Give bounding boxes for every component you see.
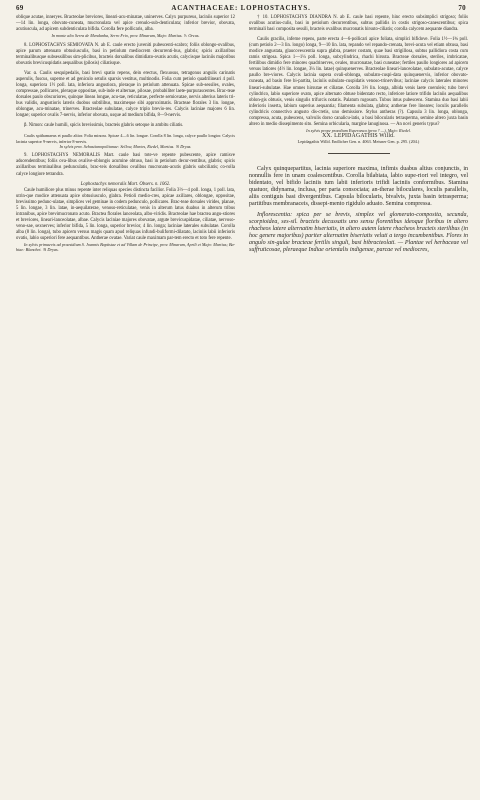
genus-reference: Lepidagathis Willd. Endlicher Gen. n. 4063. Meisner Gen. p. 295. (204.) [297, 139, 420, 145]
running-title: ACANTHACEAE: LOPHOSTACHYS. [171, 4, 311, 12]
divider [328, 153, 390, 154]
locality-note: In monte alto Serra de Mendanha, Serro Frio, prov. Minarum, Majo: Martius. ♄ Orcas. [51, 33, 200, 39]
genus-description-block [249, 166, 468, 255]
species-heading-8: 8. LOPHOSTACHYS SEMIOVATA N. ab E. caule erecto juveniti pubescenti-scabro; foliis oblongo-ovalibus, apice parum attenuato obtusiusculis, basi in petiolum mediocrem decurrenti-bus, glabris; spicis axillaribus terminalibusque subsessilibus sim-plicibus, bracteis dorsalibus dimidiato-ovatis acutis, calycisque laciniis majoribus obovatis brevicuspidatis aequalibus (pilosis) ciliatisque. [16, 42, 235, 66]
genus-description: Calyx quinquepartitus, lacinia superiore maxima, infimis duabus altius conjunctis, in nonnullis fere in unam coalescentibus. Corolla bilabiata, labio supe-riori vel integro, vel bidentato, vel bifido laciniis tum labii inferioris trifidi laciniis conformibus. Stamina quatuor, didynama, inclusa, per paria consociata; an-therae biloculares, loculis parallelis, aliis contiguis basi divergentibus. Capsula bilocularis, bivalvis, juxta basin tetrasperma; partitibus membranaceis, dissepi-mento rigidulo aduato. Semina compressa. [249, 165, 468, 207]
page-number-right: 70 [458, 4, 466, 12]
variety-beta-description: Caulis spithamaeus et paullo altior. Folia minora. Spicae 4—6 lin. longae. Corolla 8 lin. longa, calyce paullo longior. Calycis lacinia superior 9-nervis, inferior 8-nervis. [16, 133, 235, 144]
left-column [16, 15, 235, 254]
two-column-body [16, 15, 468, 254]
variety-alpha-description: Var. α. Caulis sesquipedalis, basi brevi spatio repens, dein erectus, flexuosus, tetragonus angulis carinatis asperulis, fuscus, superne et ad geniculo setulis sparsis vestitus, multinodis. Folia cum petiolo quadrilineari 4 poll. longa, superiora 1½ poll. lata, inferiora angustiora, pleraque in petiolum attenuata. Spicae sub-sessiles, ovales, compressae, pollicares, pleraque oppositae, sub-inde et alternae, pilosae, probabiliter laete-purpurascentes. Brac-teae dorsales paulo obscuriores, quinque lineas longae, acu-tae, reticulatae, perfecte semiovatae, nervis alterius lateris tri-bus validis, angustioris lateris duobus subtilibus, maximeque sibi approximatis. Bracteae florales 3 lin. longae, oblongae, acu-minatae, trinerves. Bracteolae subulatae, calyce triplo brevio-res. Calycis laciniae majores 6 lin. longae; superior ovalis 7-nervis, inferior obovata, usque ad medium bifida, 8—9-nervis. [16, 70, 235, 119]
paragraph: oblique acutae, inneryes. Bracteolae breviores, lineari-acu-minatae, uninerves. Calyx purpureus, laciniis superior 12—14 lin. longa, obovato-cuneata, mucronulata vel apice crenulo-sub-denticulata; inferior brevior, obovata, acutiuscula, ad apicem subdenticulata bifida. Corolla fere pollicaris, alba. [16, 15, 235, 33]
species-description: Caulis gracilis, inferne repens, parte erecta 4—6-pollicari apice foliata, simplici bifidove. Folia 1½—1¾ poll. (cum petiolo 2—3 lin. longo) longa, 9—10 lin. lata, repando vel repando-crenata, brevi-acuta vel etiam obtusa, basi modice angustata, glaucovescentia supra glabra, praeter costam, quae basi strigillosa, subtus pallidiora costa cum ramis strigosa. Spica 1—1¼ poll. longa, subcylindrica, rhachi hirsuta. Bracteae dorsales, steriles, imbricatae, fertilibus dimidio fere minores quadrinerves, ovales, mucronatae, basi cuneatae; fertiles paullo longiores ad apicem versus latiores (4⅔ lin. longae, 3¼ lin. latae) quinquenerves. Bracteolae lineari-lanceolatae, subulato-acutae, calyce paullo bre-viores. Calycis lacinia supera ovali-oblonga, subulato-cuspi-data quinquenervis, inferior obovato-cuneata, ad basin fere bi-partita, laciniis subulato-cuspidatis venoso-trinervibus; laciniae calycis laterales minores lineari-subulatae. Hae omnes hirsutae et ciliatae. Corolla 3⅓ lin. longa, albida venis laete coeruleis; tubo brevi cylindrico, labio superiore ovato, apice alternato obtuse bidentato recto, inferiore latiore trifido laciniis aequalibus oblon-gis obtusis, venis singulis trifurcis notatis. Palatum rugosum. Tubus intus pubescens. Stamina duo basi labii inferioris inserta, labium superius aequantia; filamenta subulata, glabra; antherae fere lineares; loculis parallelis cylindricis connectivo angusto dis-cretis, uno demissiore. Stylus antheras (?). Capsula 3 lin. longa, oblonga, compressa, acuta, pubescens, valvulis dorso canalicu-latis, a basi bilocularis tetrasperma, semine altero juxta basin altero in medio dissepimento sito. Semina orbicularia, margine lanuginosa. — An novi generis typus? [249, 37, 468, 127]
right-column [249, 15, 468, 254]
locality-note: In sylvis prope praedium Esperanca (prov.? —), Majo: Riedel. [306, 127, 411, 133]
species-description: Caule humiliore plus minus repente inter reliquas species distincta facilior. Folia 3⅔—4 poll. longa, 1 poll. lata, utrin-que modice attenuata apice obtusiusculo, glabra. Petioli medio-cres, apicae axillares, oblongae, oppositae, brevissimo pedunc-ulatae, simplices vel geminae in codem pedunculo, pollicares. Brac-teae dorsales virides, planae, 5 lin. longae, 3 lin. latae, in-aequilaterae, venoso-reticulatae, venis in alterum latus duabus in alterum tribus intranibus, apice brevimucronato acuto. Bractea florales lanceolata, albo-viridis. Bracteolae hae bractea angu-stiores et breviores, lineari-lanceolatae, albae. Calycis laciniae majores obovatae, argute brevicuspidatae, ciliatae, nervoso-veno-sae, sexnerves; inferior bifida, 5 lin. longa, superior brevior, 4 lin. longa; laciniae laterales subulatae. Corolla alba (8 lin. longa), tubo apicem versus magis quam apud reliquas infundi-buliformi-dilatato, laciniis labii inferioris ovatis, labio superiori fere aequantibus. Antherae ovatae. Variat caule maximam par-tem erecto et toto fere repente. [16, 187, 235, 241]
genus-title: XX. LEPIDAGATHIS Willd. [322, 133, 395, 140]
synonym: Lophostachys nemoralis Mart. Obsers. n. 1062. [80, 181, 171, 187]
page-number-left: 69 [16, 4, 24, 12]
species-heading-10: † 10. LOPHOSTACHYS DIANDRA N. ab E. caule basi repente, hinc erecto subsimplici strigoso; foliis ovalibus acutius-culis, basi in petiolum decurrentibus, subtus pallidis in costis strigoso-canescentibus; spica terminali basi composita sessili, bracteis ovalibus mucronatis hirsuto-ciliatis; corolla calycem aequante diandra. [249, 15, 468, 33]
variety-beta-heading: β. Nimon: caule humili, spicis brevissimis, bracteis glabris setoque in ambitu ciliatis. [24, 123, 184, 129]
locality-note: In sylvis primaevis ad praesidium S. Joannis Baptistae et ad Villam de Principe, prov. Minarum, Aprili et Majo: Martius; Ba-hiae: Blanchet. ♃ Dryas. [16, 242, 235, 253]
species-heading-9: 9. LOPHOSTACHYS NEMORALIS Mart. caule basi tote-ve repente pubescente, apice ramisve adscendentibus; foliis ova-libus ovalive-oblongis acumine obtuso, basi in petiolum decur-rentibus, glabris; spicis axillaribus terminalibus pedunculatis, brac-teis dorsalibus ovalibus mucronato-acutis glabris subciliatis; co-rolla calyce longiore tetrandra. [16, 153, 235, 177]
inflorescence-description: Inflorescentia: spica per se brevis, simplex vel glomerato-composita, secunda, scorpioidea, ses-sil. bracteis decussatis uno sensu florentibus ideoque floribus in altero rhacheos latere alternatim biseriatis, in altero autem latere rhacheos bracteis sterilibus (in hoc genere majoribus) pariter alternatim biseriatis veluti a tergo incumbentibus. Flores in angulo sin-gulae bracteae fertilis singuli, basi bibracteolati. — Plantae vel herbaceae vel suffruticosae, pleraeque Indiae orientalis indigenae, parcae vel mediocres, [249, 211, 468, 254]
locality-note: In sylvis prov. Sebastianopolitanae: Sellow, Martes, Riedel, Martius. ♃ Dryas. [59, 143, 192, 149]
running-header [16, 4, 468, 15]
